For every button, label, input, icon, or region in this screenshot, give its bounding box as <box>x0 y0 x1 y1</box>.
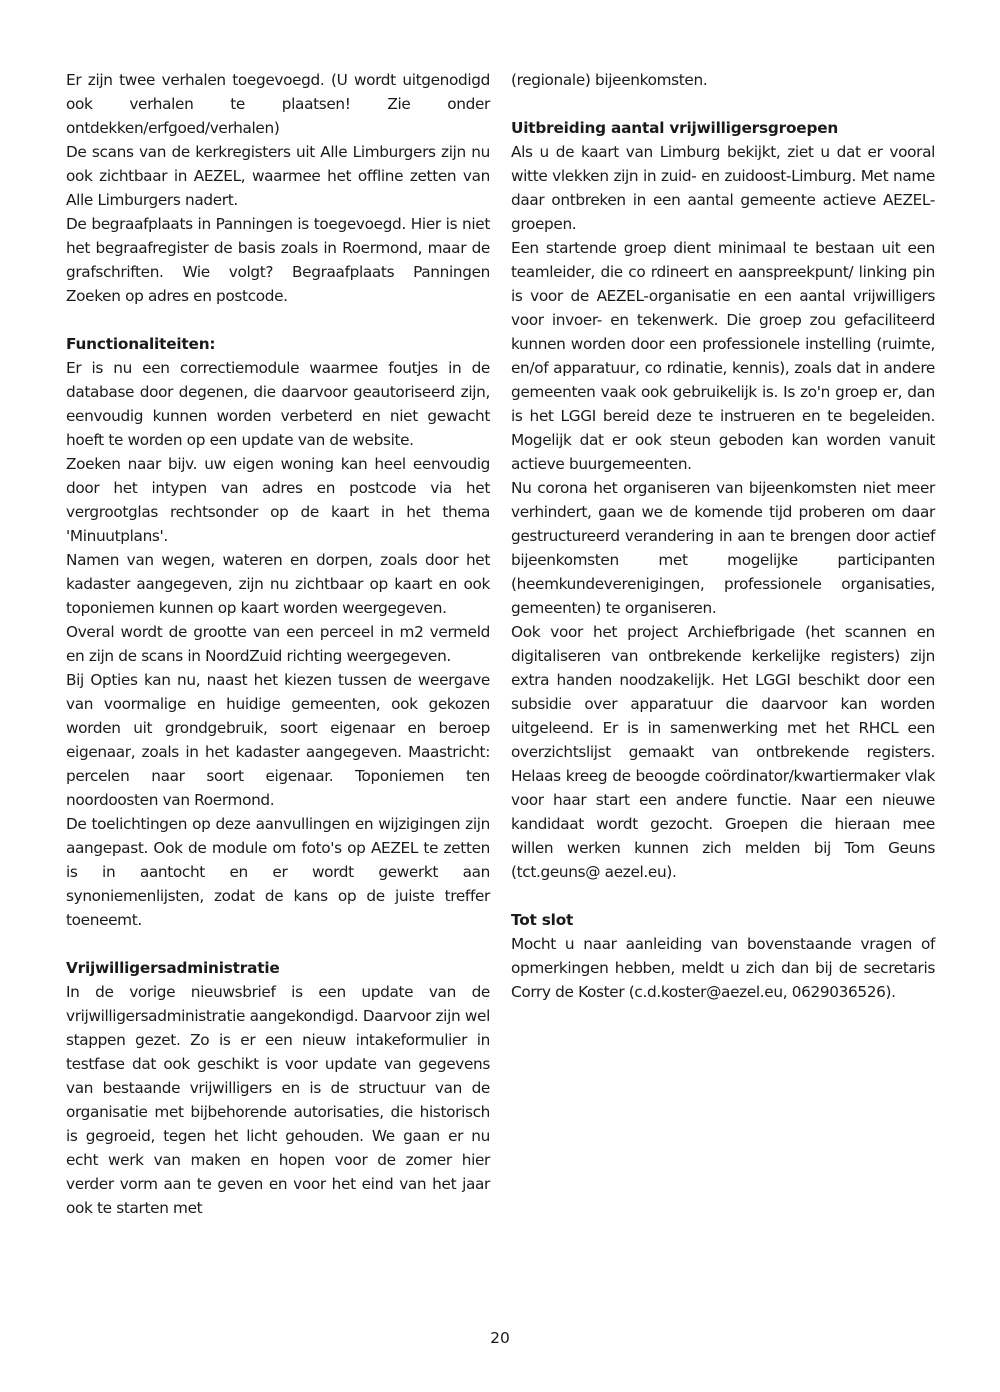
heading-uitbreiding: Uitbreiding aantal vrijwilligersgroepen <box>511 119 839 137</box>
intro-paragraph-2: De scans van de kerkregisters uit Alle Limburgers zijn nu ook zichtbaar in AEZEL, waarmee het offline zetten van Alle Limburgers nadert. <box>66 143 490 209</box>
functionaliteiten-paragraph-4: Overal wordt de grootte van een perceel in m2 vermeld en zijn de scans in NoordZuid richting weergegeven. <box>66 623 490 665</box>
right-column <box>511 68 935 1004</box>
uitbreiding-paragraph-1: Als u de kaart van Limburg bekijkt, ziet u dat er vooral witte vlekken zijn in zuid- en zuidoost-Limburg. Met name daar ontbreken in een aantal gemeente actieve AEZEL-groepen. <box>511 143 935 233</box>
section-spacer <box>66 932 490 956</box>
vrijwilligersadministratie-paragraph-1: In de vorige nieuwsbrief is een update van de vrijwilligersadministratie aangekondigd. Daarvoor zijn wel stappen gezet. Zo is er een nieuw intakeformulier in testfase dat ook geschikt is voor update van gegevens van bestaande vrijwilligers en is de structuur van de organisatie met bijbehorende autorisaties, die historisch is gegroeid, tegen het licht gehouden. We gaan er nu echt werk van maken en hopen voor de zomer hier verder vorm aan te geven en voor het eind van het jaar ook te starten met <box>66 983 490 1217</box>
section-spacer <box>511 884 935 908</box>
uitbreiding-paragraph-4: Ook voor het project Archiefbrigade (het scannen en digitaliseren van ontbrekende kerkelijke registers) zijn extra handen noodzakelijk. Het LGGI beschikt door een subsidie over apparatuur die daarvoor kan worden uitgeleend. Er is in samenwerking met het RHCL een overzichtslijst gemaakt van ontbrekende registers. Helaas kreeg de beoogde coördinator/kwartiermaker vlak voor haar start een andere functie. Naar een nieuwe kandidaat wordt gezocht. Groepen die hieraan mee willen werken kunnen zich melden bij Tom Geuns (tct.geuns@ aezel.eu). <box>511 623 935 881</box>
continuation-text: (regionale) bijeenkomsten. <box>511 71 708 89</box>
heading-functionaliteiten: Functionaliteiten: <box>66 335 216 353</box>
intro-paragraph-1: Er zijn twee verhalen toegevoegd. (U wordt uitgenodigd ook verhalen te plaatsen! Zie onder ontdekken/erfgoed/verhalen) <box>66 71 490 137</box>
intro-paragraph-3: De begraafplaats in Panningen is toegevoegd. Hier is niet het begraafregister de basis zoals in Roermond, maar de grafschriften. Wie volgt? Begraafplaats Panningen Zoeken op adres en postcode. <box>66 215 490 305</box>
uitbreiding-paragraph-2: Een startende groep dient minimaal te bestaan uit een teamleider, die co rdineert en aanspreekpunt/ linking pin is voor de AEZEL-organisatie en een aantal vrijwilligers voor invoer- en tekenwerk. Die groep zou gefaciliteerd kunnen worden door een professionele instelling (ruimte, en/of apparatuur, co rdinatie, kennis), zoals dat in andere gemeenten vaak ook gebruikelijk is. Is zo'n groep er, dan is het LGGI bereid deze te instrueren en te begeleiden. Mogelijk dat er ook steun geboden kan worden vanuit actieve buurgemeenten. <box>511 239 935 473</box>
page-number: 20 <box>490 1329 510 1347</box>
section-spacer <box>66 308 490 332</box>
section-spacer <box>511 92 935 116</box>
functionaliteiten-paragraph-6: De toelichtingen op deze aanvullingen en wijzigingen zijn aangepast. Ook de module om foto's op AEZEL te zetten is in aantocht en er wordt gewerkt aan synoniemenlijsten, zodat de kans op de juiste treffer toeneemt. <box>66 815 490 929</box>
functionaliteiten-paragraph-5: Bij Opties kan nu, naast het kiezen tussen de weergave van voormalige en huidige gemeenten, ook gekozen worden uit grondgebruik, soort eigenaar en beroep eigenaar, zoals in het kadaster aangegeven. Maastricht: percelen naar soort eigenaar. Toponiemen ten noordoosten van Roermond. <box>66 671 490 809</box>
functionaliteiten-paragraph-2: Zoeken naar bijv. uw eigen woning kan heel eenvoudig door het intypen van adres en postcode via het vergrootglas rechtsonder op de kaart in het thema 'Minuutplans'. <box>66 455 490 545</box>
left-column <box>66 68 490 1220</box>
heading-vrijwilligersadministratie: Vrijwilligersadministratie <box>66 959 280 977</box>
tot-slot-paragraph-1: Mocht u naar aanleiding van bovenstaande vragen of opmerkingen hebben, meldt u zich dan bij de secretaris Corry de Koster (c.d.koster@aezel.eu, 0629036526). <box>511 935 935 1001</box>
functionaliteiten-paragraph-1: Er is nu een correctiemodule waarmee foutjes in de database door degenen, die daarvoor geautoriseerd zijn, eenvoudig kunnen worden verbeterd en niet gewacht hoeft te worden op een update van de website. <box>66 359 490 449</box>
heading-tot-slot: Tot slot <box>511 911 574 929</box>
uitbreiding-paragraph-3: Nu corona het organiseren van bijeenkomsten niet meer verhindert, gaan we de komende tijd proberen om daar gestructureerd verandering in aan te brengen door actief bijeenkomsten met mogelijke participanten (heemkundeverenigingen, professionele organisaties, gemeenten) te organiseren. <box>511 479 935 617</box>
functionaliteiten-paragraph-3: Namen van wegen, wateren en dorpen, zoals door het kadaster aangegeven, zijn nu zichtbaar op kaart en ook toponiemen kunnen op kaart worden weergegeven. <box>66 551 490 617</box>
